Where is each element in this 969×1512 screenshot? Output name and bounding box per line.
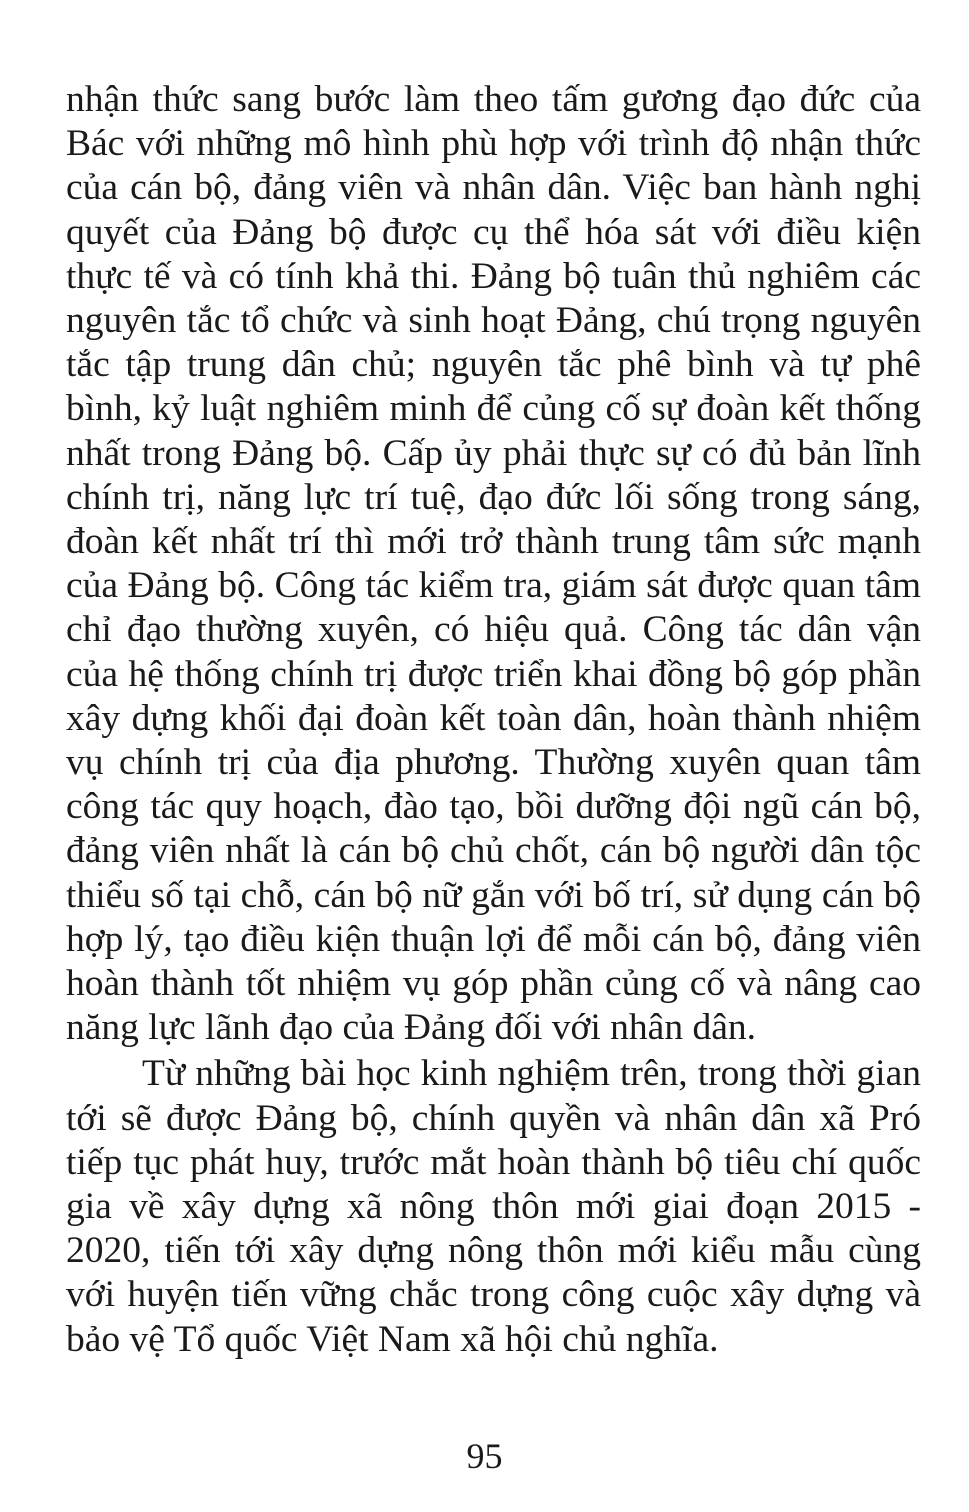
- paragraph-2: Từ những bài học kinh nghiệm trên, trong thời gian tới sẽ được Đảng bộ, chính quyền và nhân dân xã Pró tiếp tục phát huy, trước mắt hoàn thành bộ tiêu chí quốc gia về xây dựng xã nông thôn mới giai đoạn 2015 - 2020, tiến tới xây dựng nông thôn mới kiểu mẫu cùng với huyện tiến vững chắc trong công cuộc xây dựng và bảo vệ Tổ quốc Việt Nam xã hội chủ nghĩa.: [66, 1053, 921, 1360]
- page-body: [66, 78, 921, 1362]
- paragraph-1: nhận thức sang bước làm theo tấm gương đạo đức của Bác với những mô hình phù hợp với trình độ nhận thức của cán bộ, đảng viên và nhân dân. Việc ban hành nghị quyết của Đảng bộ được cụ thể hóa sát với điều kiện thực tế và có tính khả thi. Đảng bộ tuân thủ nghiêm các nguyên tắc tổ chức và sinh hoạt Đảng, chú trọng nguyên tắc tập trung dân chủ; nguyên tắc phê bình và tự phê bình, kỷ luật nghiêm minh để củng cố sự đoàn kết thống nhất trong Đảng bộ. Cấp ủy phải thực sự có đủ bản lĩnh chính trị, năng lực trí tuệ, đạo đức lối sống trong sáng, đoàn kết nhất trí thì mới trở thành trung tâm sức mạnh của Đảng bộ. Công tác kiểm tra, giám sát được quan tâm chỉ đạo thường xuyên, có hiệu quả. Công tác dân vận của hệ thống chính trị được triển khai đồng bộ góp phần xây dựng khối đại đoàn kết toàn dân, hoàn thành nhiệm vụ chính trị của địa phương. Thường xuyên quan tâm công tác quy hoạch, đào tạo, bồi dưỡng đội ngũ cán bộ, đảng viên nhất là cán bộ chủ chốt, cán bộ người dân tộc thiểu số tại chỗ, cán bộ nữ gắn với bố trí, sử dụng cán bộ hợp lý, tạo điều kiện thuận lợi để mỗi cán bộ, đảng viên hoàn thành tốt nhiệm vụ góp phần củng cố và nâng cao năng lực lãnh đạo của Đảng đối với nhân dân.: [66, 79, 921, 1049]
- page-number: 95: [466, 1436, 503, 1476]
